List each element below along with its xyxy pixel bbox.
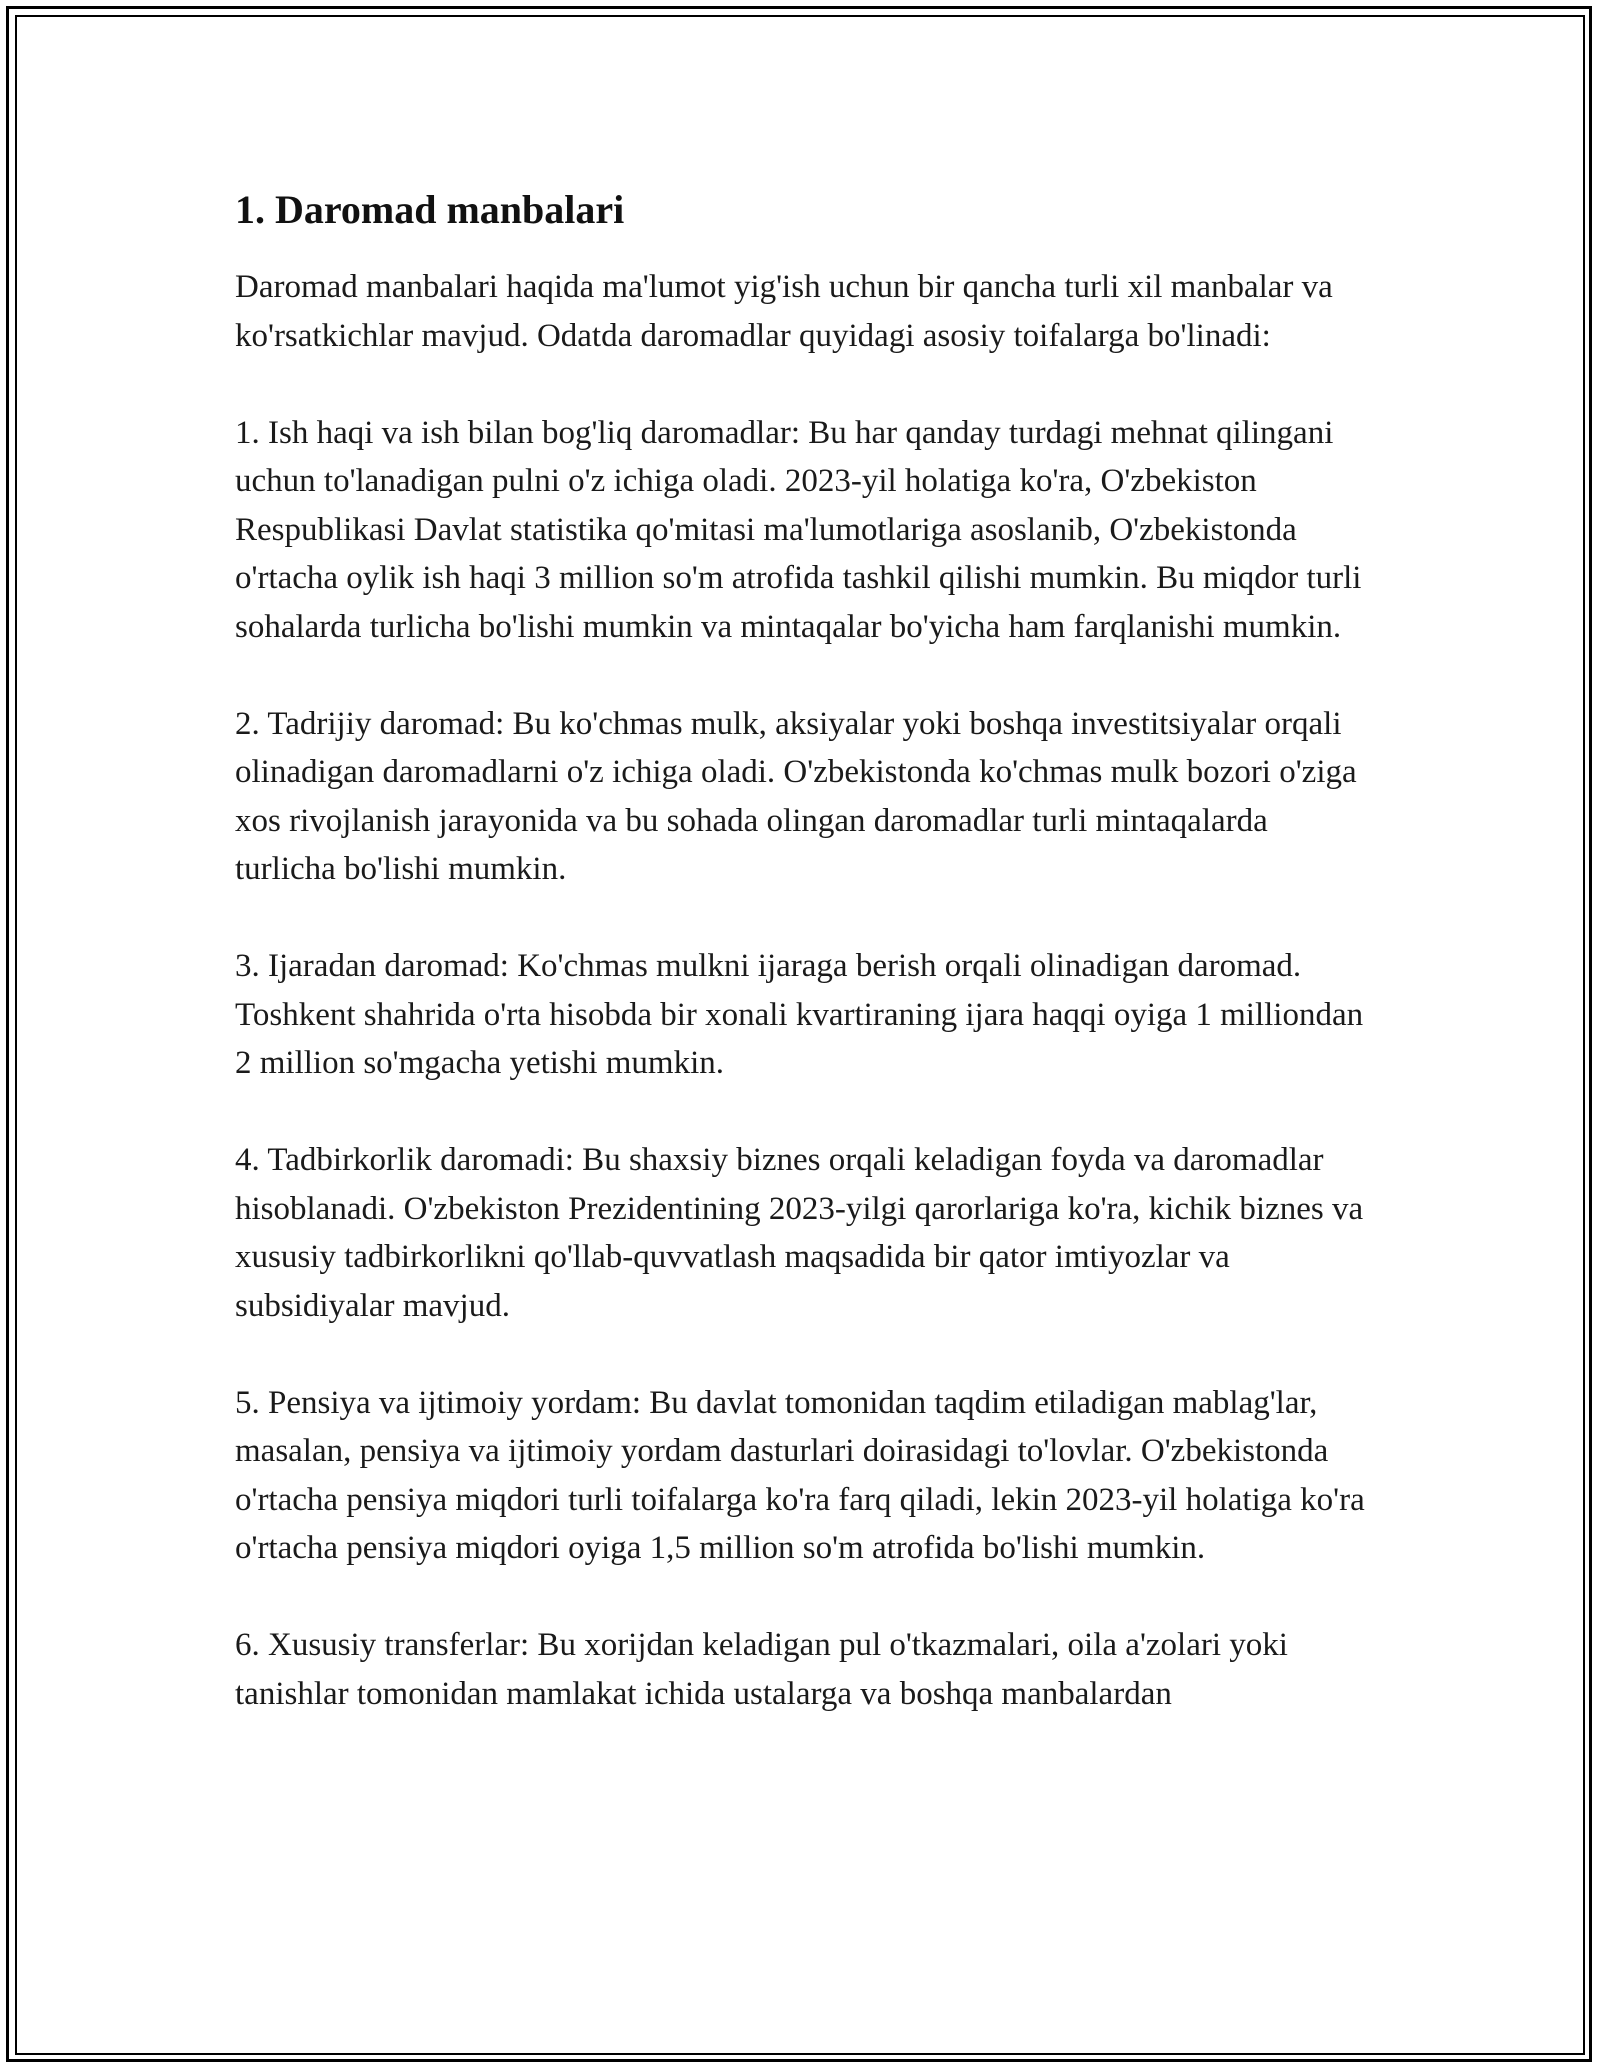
paragraph-business-income: 4. Tadbirkorlik daromadi: Bu shaxsiy biznes orqali keladigan foyda va daromadlar hisoblanadi. O'zbekiston Prezidentining 2023-yilgi qarorlariga ko'ra, kichik biznes va xususiy tadbirkorlikni qo'llab-quvvatlash maqsadida bir qator imtiyozlar va subsidiyalar mavjud. (235, 1142, 1364, 1324)
paragraph-private-transfers: 6. Xususiy transferlar: Bu xorijdan keladigan pul o'tkazmalari, oila a'zolari yoki tanishlar tomonidan mamlakat ichida ustalarga va boshqa manbalardan (235, 1627, 1288, 1712)
paragraph-rental-income: 3. Ijaradan daromad: Ko'chmas mulkni ijaraga berish orqali olinadigan daromad. Toshkent shahrida o'rta hisobda bir xonali kvartiraning ijara haqqi oyiga 1 milliondan 2 million so'mgacha yetishi mumkin. (235, 948, 1364, 1081)
paragraph-investment-income: 2. Tadrijiy daromad: Bu ko'chmas mulk, aksiyalar yoki boshqa investitsiyalar orqali olinadigan daromadlarni o'z ichiga oladi. O'zbekistonda ko'chmas mulk bozori o'ziga xos rivojlanish jarayonida va bu sohada olingan daromadlar turli mintaqalarda turlicha bo'lishi mumkin. (235, 705, 1357, 887)
paragraph-wages: 1. Ish haqi va ish bilan bog'liq daromadlar: Bu har qanday turdagi mehnat qilingani uchun to'lanadigan pulni o'z ichiga oladi. 2023-yil holatiga ko'ra, O'zbekiston Respublikasi Davlat statistika qo'mitasi ma'lumotlariga asoslanib, O'zbekistonda o'rtacha oylik ish haqi 3 million so'm atrofida tashkil qilishi mumkin. Bu miqdor turli sohalarda turlicha bo'lishi mumkin va mintaqalar bo'yicha ham farqlanishi mumkin. (235, 414, 1362, 645)
intro-paragraph: Daromad manbalari haqida ma'lumot yig'ish uchun bir qancha turli xil manbalar va ko'rsatkichlar mavjud. Odatda daromadlar quyidagi asosiy toifalarga bo'linadi: (235, 269, 1333, 354)
document-body (235, 186, 1375, 1718)
section-heading: 1. Daromad manbalari (235, 187, 625, 232)
paragraph-pension: 5. Pensiya va ijtimoiy yordam: Bu davlat tomonidan taqdim etiladigan mablag'lar, masalan, pensiya va ijtimoiy yordam dasturlari doirasidagi to'lovlar. O'zbekistonda o'rtacha pensiya miqdori turli toifalarga ko'ra farq qiladi, lekin 2023-yil holatiga ko'ra o'rtacha pensiya miqdori oyiga 1,5 million so'm atrofida bo'lishi mumkin. (235, 1384, 1365, 1566)
